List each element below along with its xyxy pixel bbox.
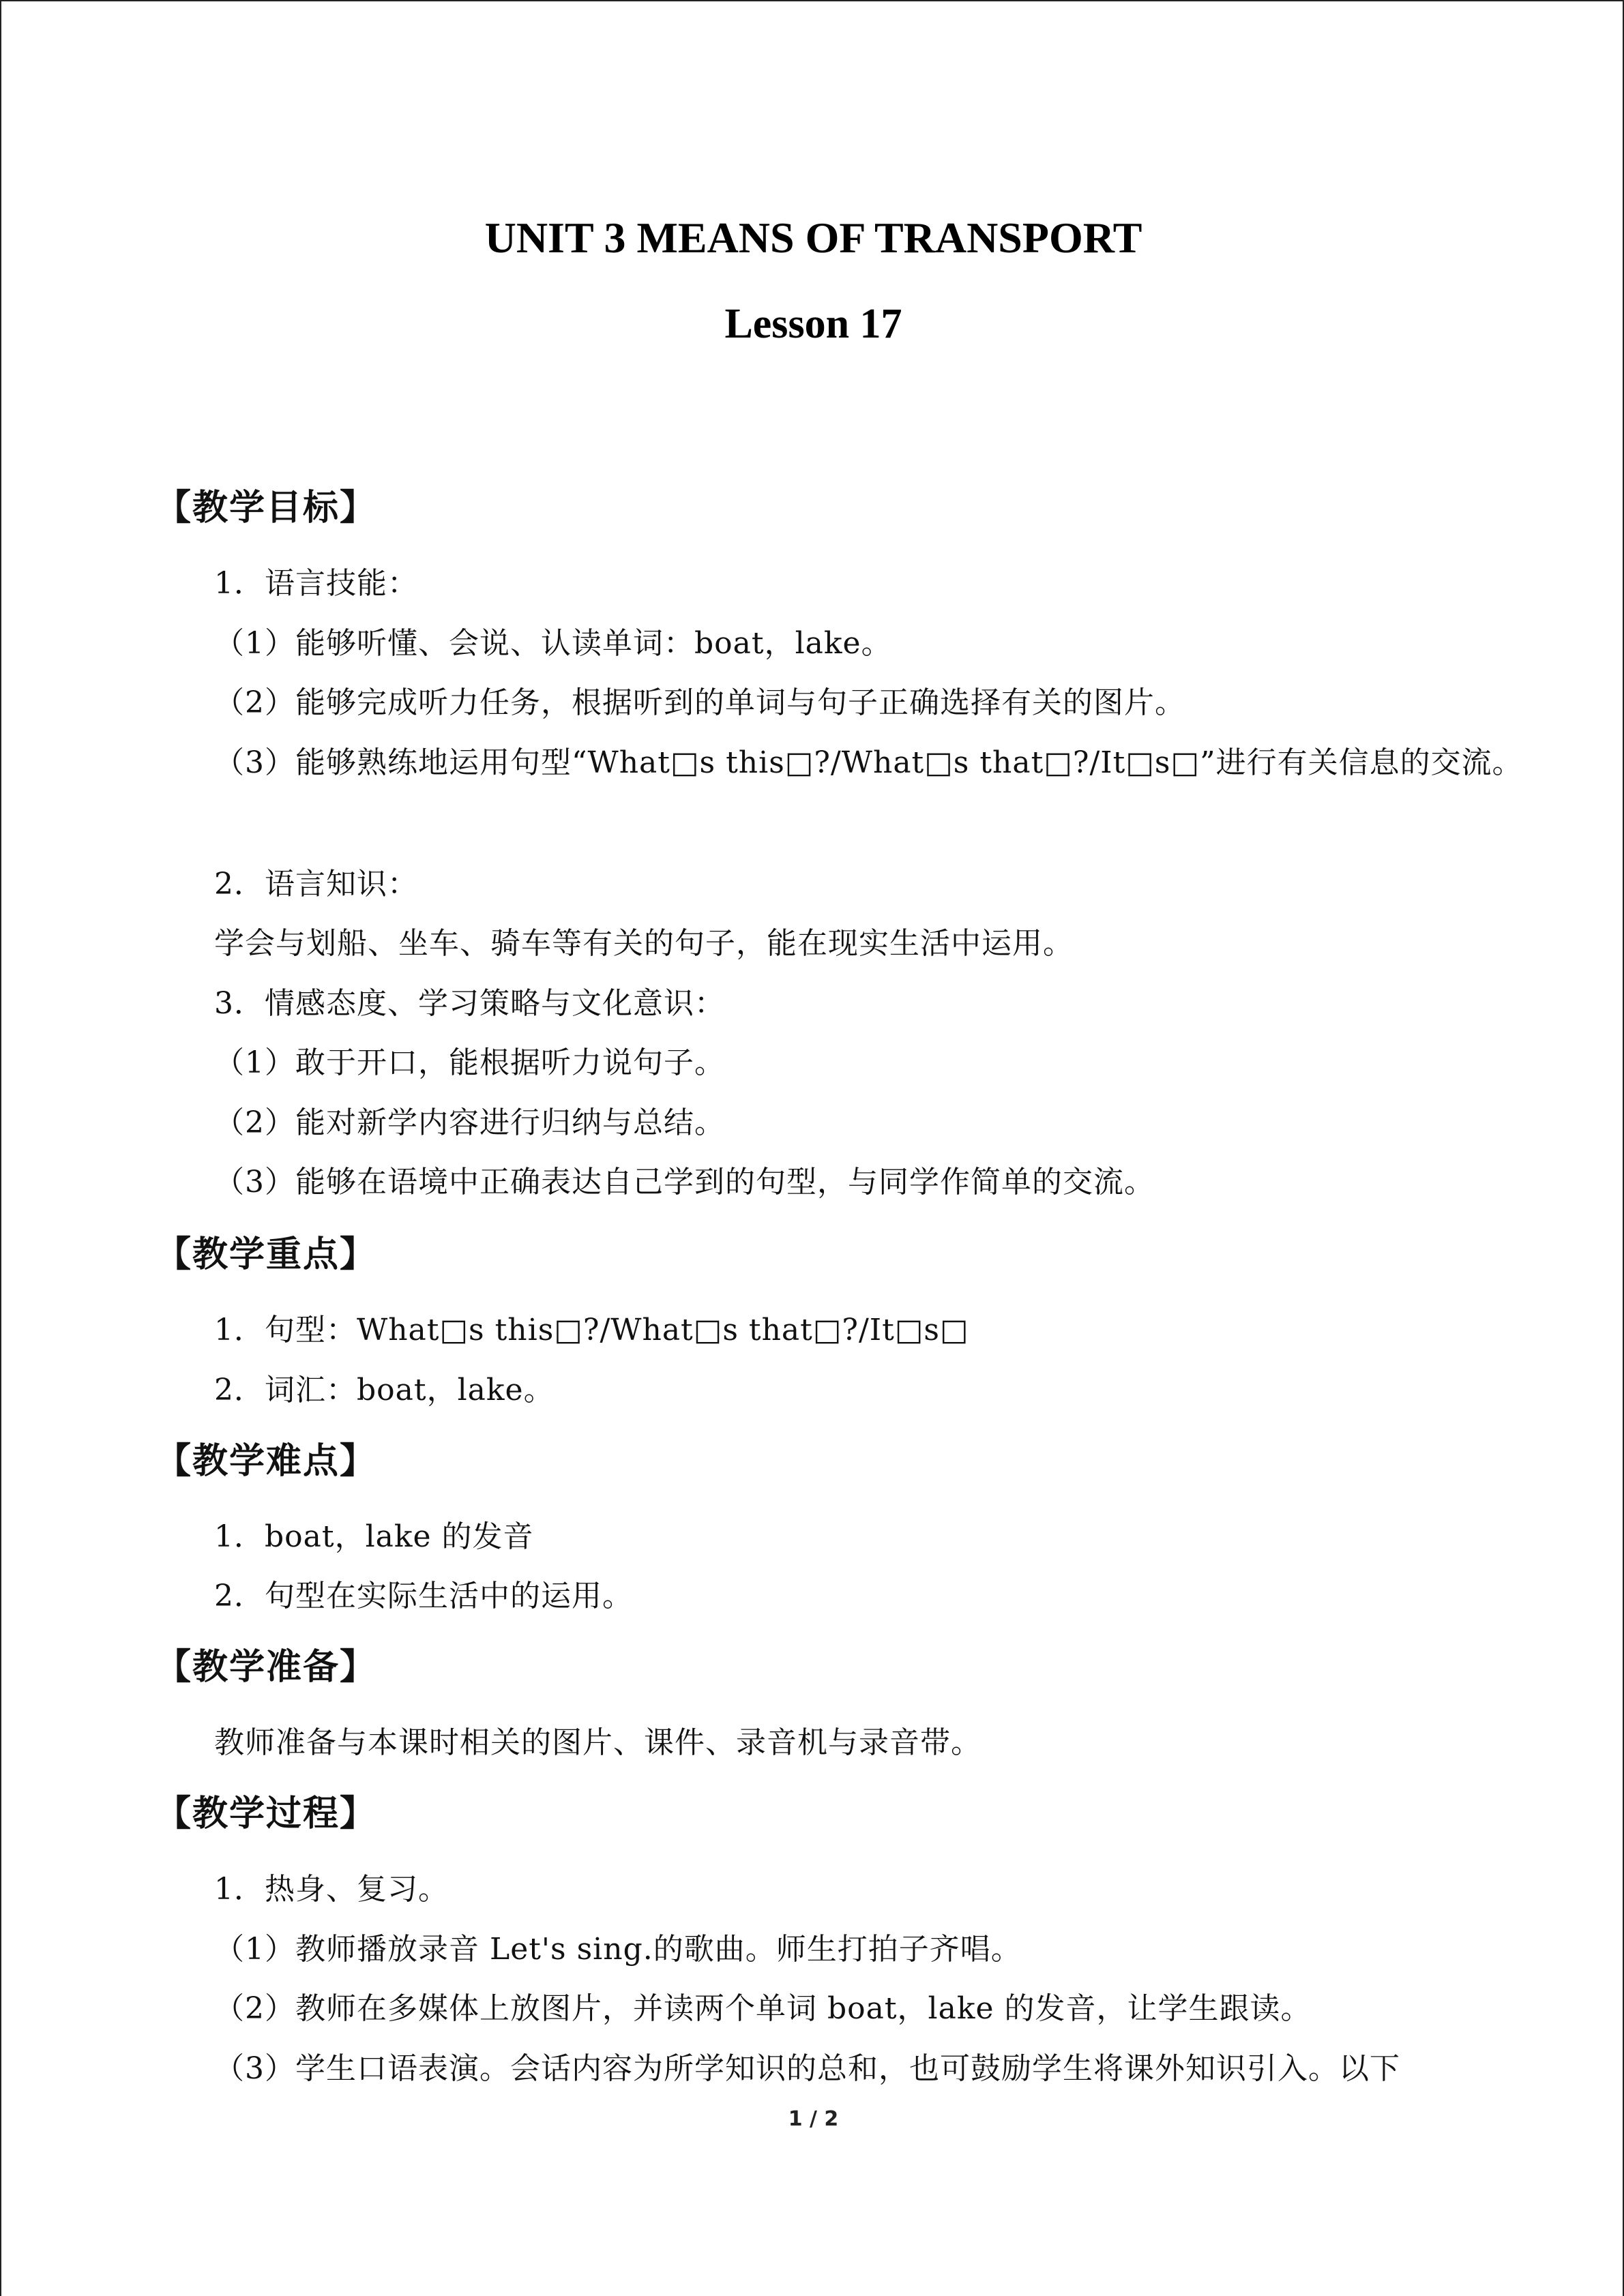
key-points-line-1: 1．句型：What□s this□?/What□s that□?/It□s□	[214, 1313, 969, 1347]
preparation-line-1: 教师准备与本课时相关的图片、课件、录音机与录音带。	[214, 1725, 981, 1760]
process-line-2: （1）教师播放录音 Let's sing.的歌曲。师生打拍子齐唱。	[214, 1932, 1022, 1967]
document-subtitle: Lesson 17	[724, 301, 902, 347]
section-heading-objectives: 【教学目标】	[156, 488, 377, 528]
section-heading-key-points: 【教学重点】	[156, 1234, 377, 1275]
objectives-line-6: 学会与划船、坐车、骑车等有关的句子，能在现实生活中运用。	[214, 926, 1074, 961]
process-line-4: （3）学生口语表演。会话内容为所学知识的总和，也可鼓励学生将课外知识引入。以下	[214, 2051, 1400, 2086]
process-line-3: （2）教师在多媒体上放图片，并读两个单词 boat，lake 的发音，让学生跟读。	[214, 1991, 1312, 2026]
section-heading-difficulties: 【教学难点】	[156, 1441, 377, 1482]
process-line-1: 1．热身、复习。	[214, 1872, 449, 1907]
page-number: 1 / 2	[788, 2107, 839, 2131]
section-heading-process: 【教学过程】	[156, 1793, 377, 1834]
section-heading-preparation: 【教学准备】	[156, 1647, 377, 1688]
objectives-line-1: 1．语言技能：	[214, 566, 418, 601]
objectives-line-4: （3）能够熟练地运用句型“What□s this□?/What□s that□?/It□s□”进行有关信息的交流。	[214, 745, 1523, 780]
difficulties-line-2: 2．句型在实际生活中的运用。	[214, 1579, 633, 1613]
objectives-line-3: （2）能够完成听力任务，根据听到的单词与句子正确选择有关的图片。	[214, 685, 1185, 720]
objectives-line-10: （3）能够在语境中正确表达自己学到的句型，与同学作简单的交流。	[214, 1165, 1155, 1199]
objectives-line-5: 2．语言知识：	[214, 867, 418, 901]
objectives-line-8: （1）敢于开口，能根据听力说句子。	[214, 1045, 725, 1080]
objectives-line-2: （1）能够听懂、会说、认读单词：boat，lake。	[214, 626, 892, 661]
objectives-line-9: （2）能对新学内容进行归纳与总结。	[214, 1105, 725, 1140]
objectives-line-7: 3．情感态度、学习策略与文化意识：	[214, 986, 725, 1021]
difficulties-line-1: 1．boat，lake 的发音	[214, 1519, 534, 1554]
document-title: UNIT 3 MEANS OF TRANSPORT	[484, 213, 1142, 262]
key-points-line-2: 2．词汇：boat，lake。	[214, 1373, 555, 1407]
